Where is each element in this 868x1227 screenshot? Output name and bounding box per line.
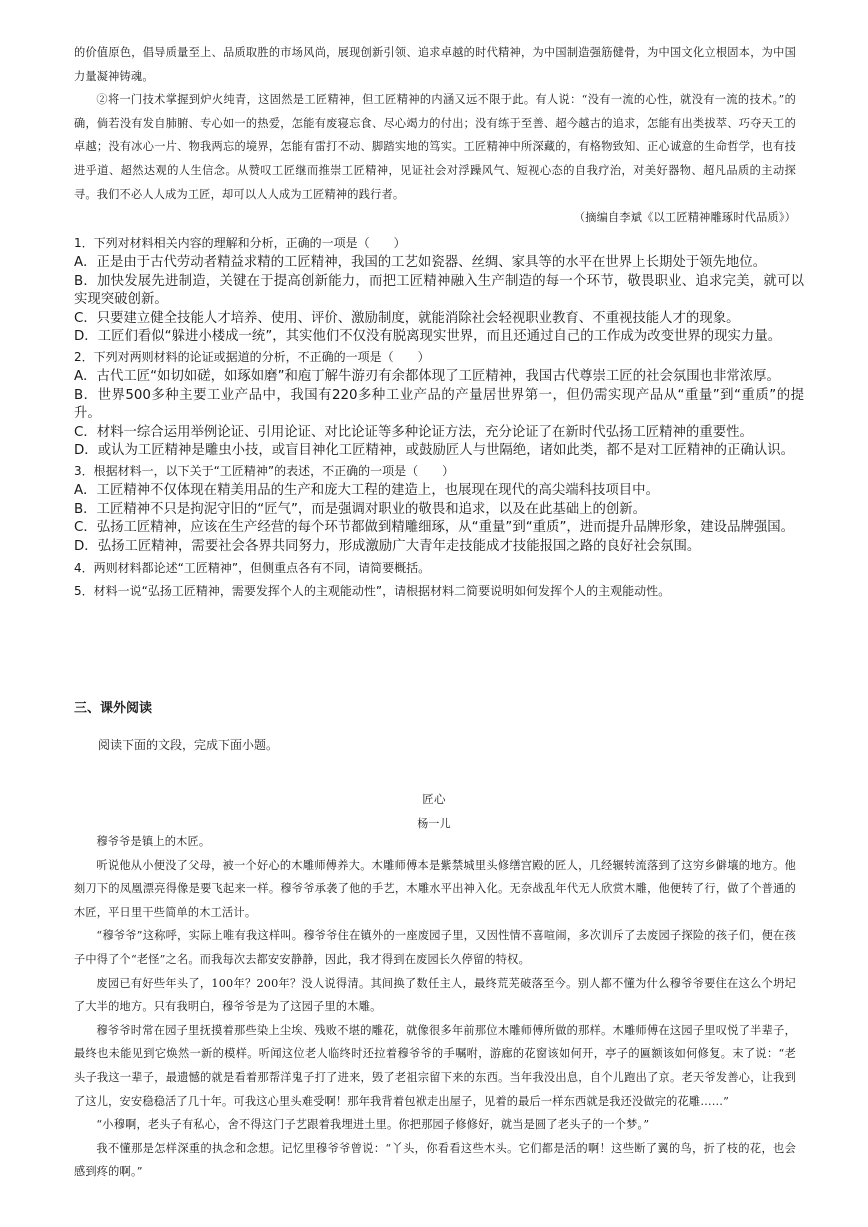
option-b: B．世界500多种主要工业产品中，我国有220多种工业产品的产量居世界第一，但仍需实现产品从“重量”到“重质”的提升。 [74,387,804,422]
option-c: C．材料一综合运用举例论证、引用论证、对比论证等多种论证方法，充分论证了在新时代弘扬工匠精神的重要性。 [74,424,753,440]
option-d: D．弘扬工匠精神，需要社会各界共同努力，形成激励广大青年走技能成才技能报国之路的良好社会氛围。 [74,538,701,554]
questions-block [74,233,804,602]
question-stem: 2．下列对两则材料的论证或据道的分析，不正确的一项是（ ） [74,349,430,364]
story-paragraph: 穆爷爷时常在园子里抚摸着那些染上尘埃、残败不堪的雕花，就像很多年前那位木雕师傅所做的那样。木雕师傅在这园子里叹悦了半辈子，最终也未能见到它焕然一新的模样。听闻这位老人临终时还拉着穆爷爷的手嘱咐，游廊的花窗该如何开，亭子的匾额该如何修复。末了说：“老头子我这一辈子，最遗憾的就是看着那帮洋鬼子打了进来，毁了老祖宗留下来的东西。当年我没出息，自个儿跑出了京。老天爷发善心，让我到了这儿，安安稳稳活了几十年。可我这心里头难受啊！那年我背着包袱走出屋子，见着的最后一样东西就是我还没做完的花雕……” [74,1023,796,1108]
story-body [74,830,796,1184]
paragraph-2: ②将一门技术掌握到炉火纯青，这固然是工匠精神，但工匠精神的内涵又远不限于此。有人说：“没有一流的心性，就没有一流的技术。”的确，倘若没有发自肺腑、专心如一的热爱，怎能有废寝忘食、尽心竭力的付出；没有练于至善、超今越古的追求，怎能有出类拔萃、巧夺天工的卓越；没有冰心一片、物我两忘的境界，怎能有雷打不动、脚踏实地的笃实。工匠精神中所深藏的，有格物致知、正心诚意的生命哲学，也有技进乎道、超然达观的人生信念。从赞叹工匠继而推崇工匠精神，见证社会对浮躁风气、短视心态的自我疗治，对美好器物、超凡品质的主动探寻。我们不必人人成为工匠，却可以人人成为工匠精神的践行者。 [74,93,796,201]
question-1 [74,233,804,347]
story-paragraph: “穆爷爷”这称呼，实际上唯有我这样叫。穆爷爷住在镇外的一座废园子里，又因性情不喜喧闹，多次训斥了去废园子探险的孩子们，便在孩子中得了个“老怪”之名。而我每次去都安安静静，因此，我才得到在废园长久停留的特权。 [74,929,796,966]
story-paragraph: “小穆啊，老头子有私心，舍不得这门子艺跟着我埋进土里。你把那园子修修好，就当是圆了老头子的一个梦。” [96,1118,650,1132]
story-paragraph: 我不懂那是怎样深重的执念和念想。记忆里穆爷爷曾说：“丫头，你看看这些木头。它们都是活的啊！这些断了翼的鸟，折了枝的花，也会感到疼的啊。” [74,1141,796,1179]
passage-top [74,41,796,230]
option-b: B．工匠精神不只是拘泥守旧的“匠气”，而是强调对职业的敬畏和追求，以及在此基础上的创新。 [74,501,647,517]
story-paragraph: 听说他从小便没了父母，被一个好心的木雕师傅养大。木雕师傅本是紫禁城里头修缮宫殿的匠人，几经辗转流落到了这穷乡僻壤的地方。他刻刀下的凤凰漂亮得像是要飞起来一样。穆爷爷承袭了他的手艺，木雕水平出神入化。无奈战乱年代无人欣赏木雕，他便转了行，做了个普通的木匠，平日里干些简单的木工活计。 [74,858,796,919]
paragraph-1: 的价值原色，倡导质量至上、品质取胜的市场风尚，展现创新引领、追求卓越的时代精神，为中国制造强筋健骨，为中国文化立根固本，为中国力量凝神铸魂。 [74,46,796,83]
option-b: B．加快发展先进制造，关键在于提高创新能力，而把工匠精神融入生产制造的每一个环节，敬畏职业、追求完美，就可以实现突破创新。 [74,273,804,308]
story-paragraph: 穆爷爷是镇上的木匠。 [96,835,211,848]
question-5: 5．材料一说“弘扬工匠精神，需要发挥个人的主观能动性”，请根据材料二简要说明如何发挥个人的主观能动性。 [74,584,671,599]
option-a: A．工匠精神不仅体现在精美用品的生产和庞大工程的建造上，也展现在现代的高尖端科技项目中。 [74,482,659,498]
question-3 [74,461,804,556]
question-2 [74,347,804,461]
question-stem: 1．下列对材料相关内容的理解和分析，正确的一项是（ ） [74,236,406,250]
option-a: A．正是由于古代劳动者精益求精的工匠精神，我国的工艺如瓷器、丝绸、家具等的水平在世界上长期处于领先地位。 [74,255,767,270]
option-d: D．工匠们看似“躲进小楼成一统”，其实他们不仅没有脱离现实世界，而且还通过自己的工作成为改变世界的现实力量。 [74,329,782,345]
option-c: C．只要建立健全技能人才培养、使用、评价、激励制度，就能消除社会轻视职业教育、不重视技能人才的现象。 [74,310,740,326]
option-d: D．或认为工匠精神是雕虫小技，或盲目神化工匠精神，或鼓励匠人与世隔绝，诸如此类，都不是对工匠精神的正确认识。 [74,443,795,459]
section-instruction: 阅读下面的文段，完成下面小题。 [98,738,279,752]
story-paragraph: 废园已有好些年头了，100年？200年？没人说得清。其间换了数任主人，最终荒芜破落至今。别人都不懂为什么穆爷爷要住在这么个坍圮了大半的地方。只有我明白，穆爷爷是为了这园子里的木雕。 [74,976,796,1014]
story-title: 匠心 [422,792,446,806]
question-4: 4．两则材料都论述“工匠精神”，但侧重点各有不同，请简要概括。 [74,561,431,576]
question-stem: 3．根据材料一，以下关于“工匠精神”的表述，不正确的一项是（ ） [74,463,455,478]
story-author: 杨一儿 [417,817,451,830]
source-citation: （摘编自李斌《以工匠精神雕琢时代品质》） [573,211,796,225]
section-heading: 三、课外阅读 [74,701,153,716]
option-c: C．弘扬工匠精神，应该在生产经营的每个环节都做到精雕细琢，从“重量”到“重质”，进而提升品牌形象，建设品牌强国。 [74,520,795,536]
option-a: A．古代工匠“如切如磋，如琢如磨”和庖丁解牛游刃有余都体现了工匠精神，我国古代尊崇工匠的社会氛围也非常浓厚。 [74,368,780,384]
